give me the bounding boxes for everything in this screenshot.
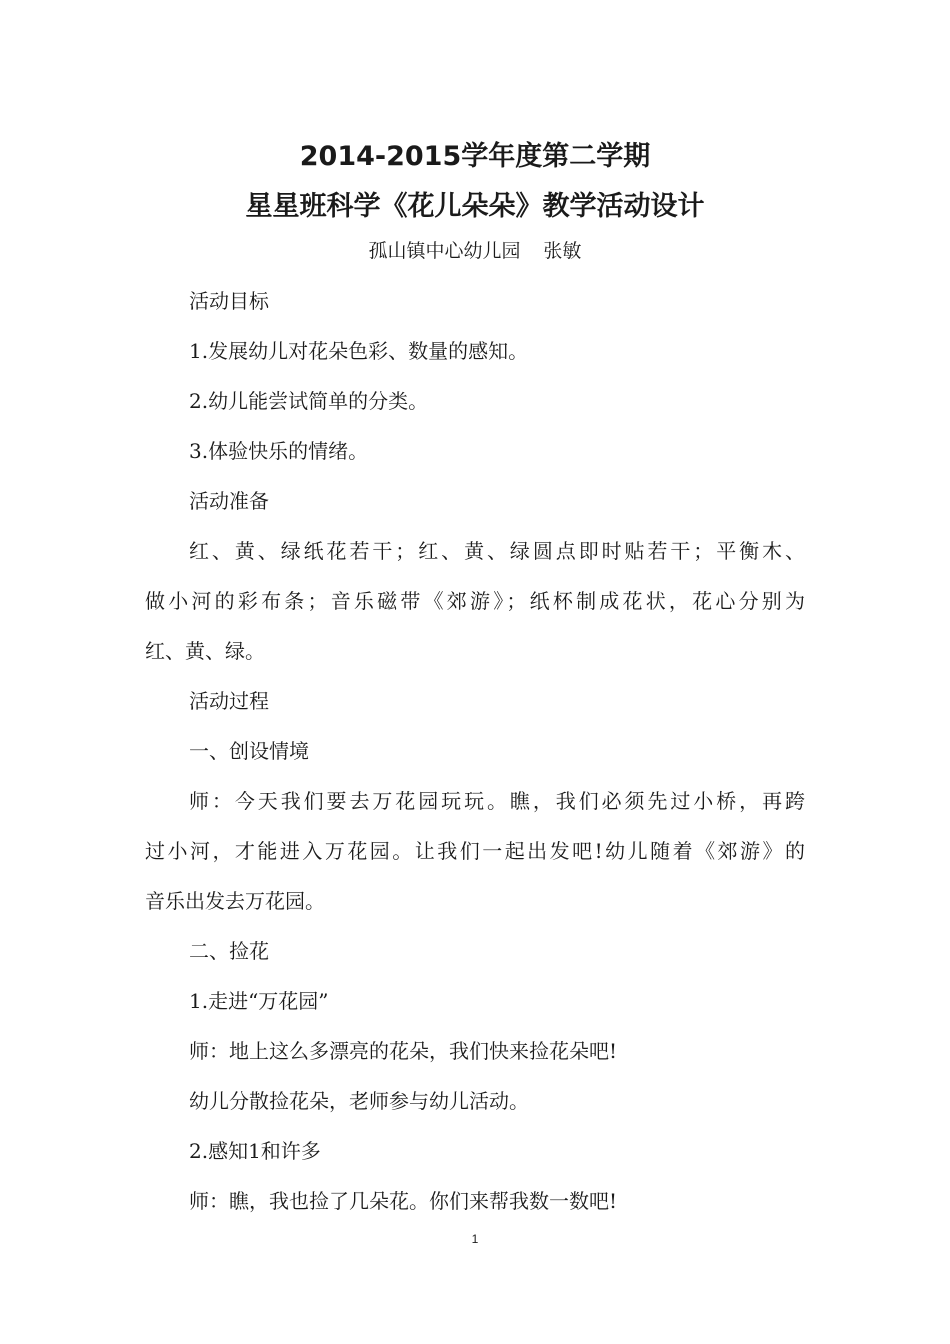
paragraph-line: 1.走进“万花园” bbox=[189, 989, 329, 1013]
paragraph-line: 音乐出发去万花园。 bbox=[145, 889, 325, 913]
paragraph-line: 2.幼儿能尝试简单的分类。 bbox=[189, 389, 429, 413]
paragraph-line: 幼儿分散捡花朵，老师参与幼儿活动。 bbox=[189, 1089, 529, 1113]
author-line: 孤山镇中心幼儿园 张敏 bbox=[368, 240, 582, 262]
subsection-heading: 二、捡花 bbox=[189, 939, 269, 963]
paragraph-line: 师：今天我们要去万花园玩玩。瞧，我们必须先过小桥，再跨 bbox=[189, 789, 805, 813]
paragraph-line: 做小河的彩布条；音乐磁带《郊游》；纸杯制成花状，花心分别为 bbox=[145, 589, 805, 613]
paragraph-line: 师：地上这么多漂亮的花朵，我们快来捡花朵吧! bbox=[189, 1039, 618, 1063]
section-heading-preparation: 活动准备 bbox=[189, 489, 269, 513]
section-heading-process: 活动过程 bbox=[189, 689, 269, 713]
paragraph-line: 2.感知1和许多 bbox=[189, 1139, 321, 1163]
subsection-heading: 一、创设情境 bbox=[189, 739, 309, 763]
section-heading-goals: 活动目标 bbox=[189, 289, 269, 313]
paragraph-line: 3.体验快乐的情绪。 bbox=[189, 439, 369, 463]
page-number: 1 bbox=[471, 1232, 479, 1246]
paragraph-line: 过小河，才能进入万花园。让我们一起出发吧!幼儿随着《郊游》的 bbox=[145, 839, 805, 863]
paragraph-line: 红、黄、绿纸花若干；红、黄、绿圆点即时贴若干；平衡木、 bbox=[189, 539, 805, 563]
paragraph-line: 师：瞧，我也捡了几朵花。你们来帮我数一数吧! bbox=[189, 1189, 618, 1213]
paragraph-line: 红、黄、绿。 bbox=[145, 639, 265, 663]
document-title-year: 2014-2015学年度第二学期 bbox=[299, 141, 651, 172]
paragraph-line: 1.发展幼儿对花朵色彩、数量的感知。 bbox=[189, 339, 529, 363]
document-title: 星星班科学《花儿朵朵》教学活动设计 bbox=[245, 191, 705, 222]
